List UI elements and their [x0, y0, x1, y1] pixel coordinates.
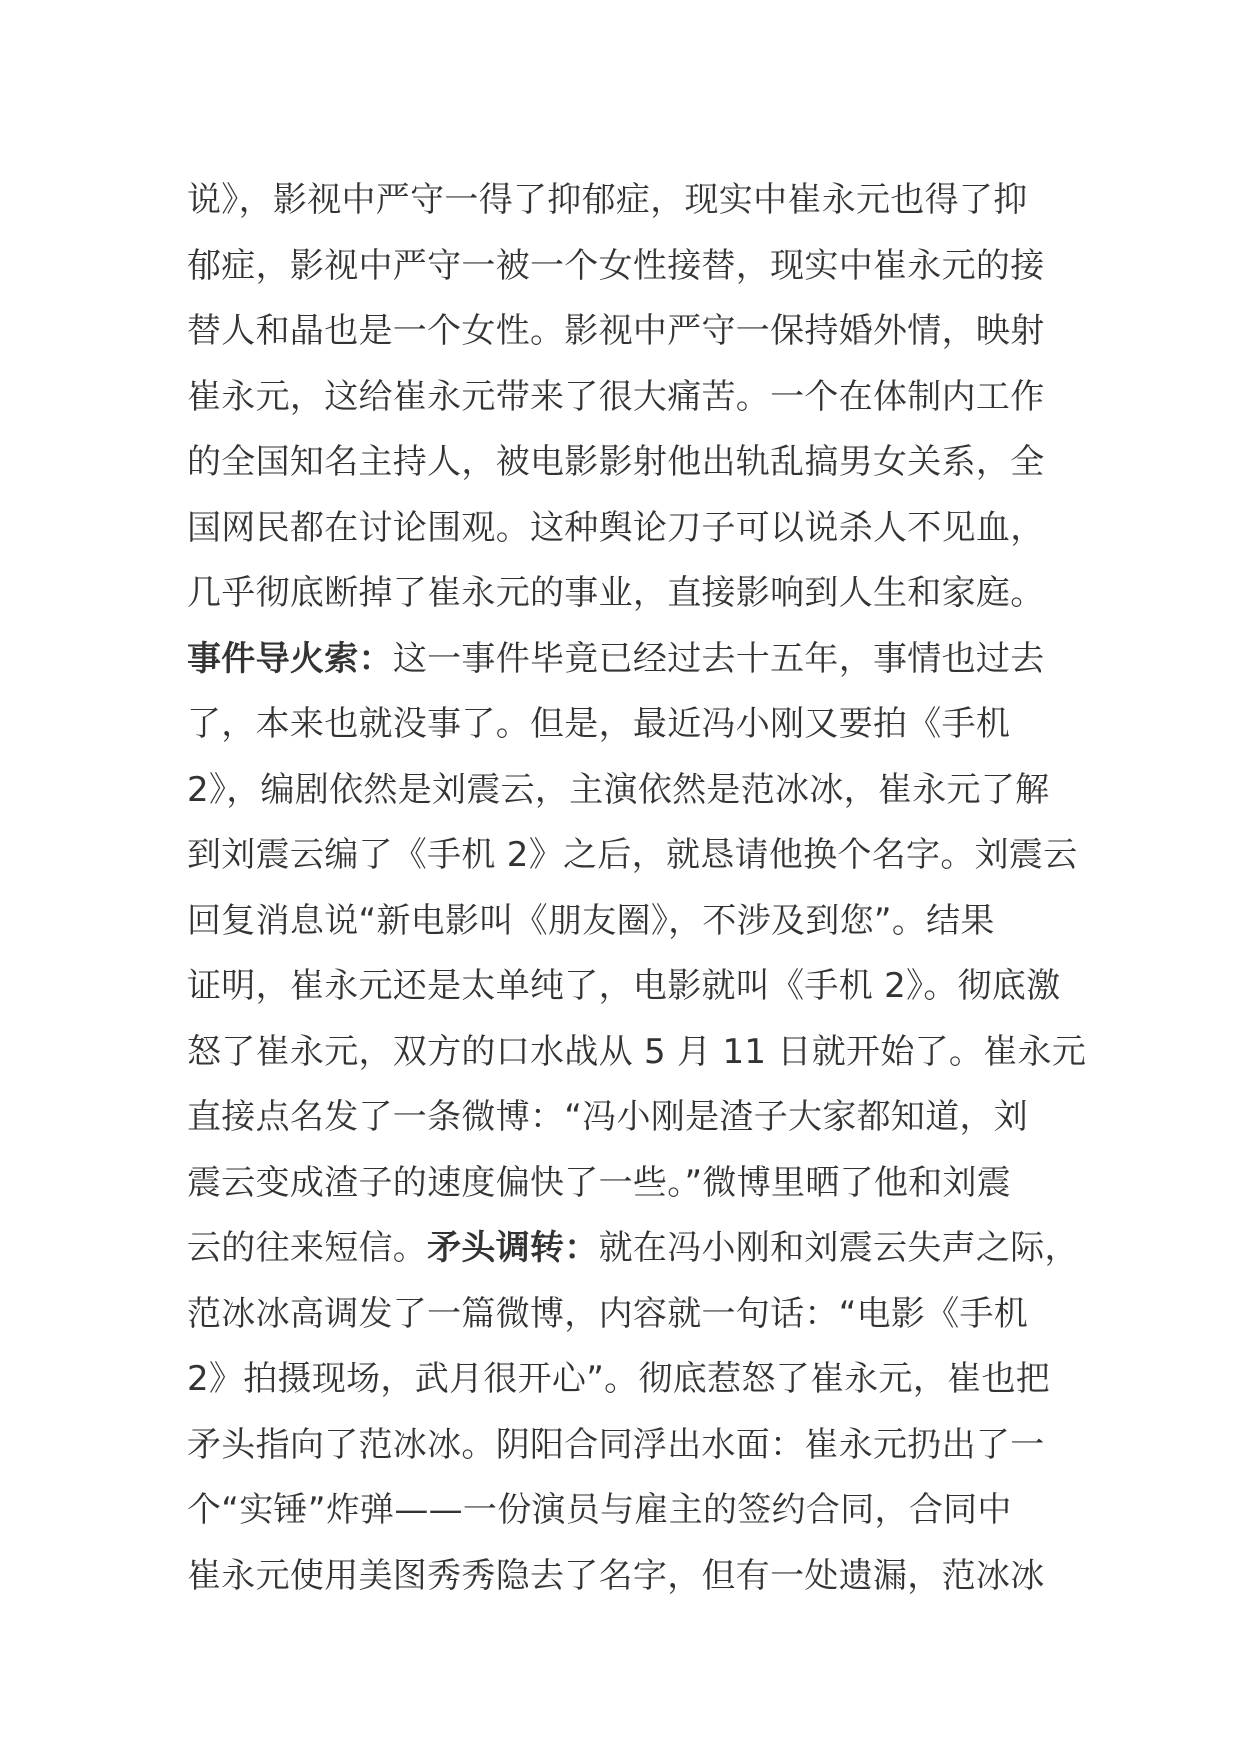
text-line [187, 234, 1087, 300]
text-segment: 到刘震云编了《手机 2》之后，就恳请他换个名字。刘震云 [187, 835, 1078, 875]
text-segment: 就在冯小刚和刘震云失声之际， [598, 1228, 1079, 1268]
text-segment: 郁症，影视中严守一被一个女性接替，现实中崔永元的接 [187, 245, 1045, 286]
text-line [187, 1085, 1087, 1151]
text-line [187, 430, 1087, 496]
text-line [187, 168, 1087, 234]
text-line [187, 1020, 1087, 1086]
text-segment: 说》，影视中严守一得了抑郁症，现实中崔永元也得了抑 [187, 180, 1028, 220]
text-segment: 了，本来也就没事了。但是，最近冯小刚又要拍《手机 [187, 704, 1011, 744]
text-segment: 怒了崔永元，双方的口水战从 5 月 11 日就开始了。崔永元 [187, 1031, 1087, 1072]
text-line [187, 496, 1087, 562]
text-line [187, 1282, 1087, 1348]
text-segment: 2》，编剧依然是刘震云，主演依然是范冰冰，崔永元了解 [187, 769, 1050, 810]
text-line [187, 758, 1087, 824]
text-segment: 范冰冰高调发了一篇微博，内容就一句话：“电影《手机 [187, 1293, 1029, 1334]
text-line [187, 1151, 1087, 1217]
text-line [187, 365, 1087, 431]
text-segment: 替人和晶也是一个女性。影视中严守一保持婚外情，映射 [187, 311, 1045, 351]
text-segment: 崔永元，这给崔永元带来了很大痛苦。一个在体制内工作 [187, 376, 1045, 417]
text-segment: 云的往来短信。 [187, 1228, 428, 1268]
text-line [187, 823, 1087, 889]
text-line [187, 1544, 1087, 1610]
text-line [187, 954, 1087, 1020]
text-segment: 2》拍摄现场，武月很开心”。彻底惹怒了崔永元，崔也把 [187, 1359, 1051, 1399]
text-segment: 几乎彻底断掉了崔永元的事业，直接影响到人生和家庭。 [187, 573, 1045, 613]
section-heading: 事件导火索： [187, 638, 393, 679]
text-segment: 证明，崔永元还是太单纯了，电影就叫《手机 2》。彻底激 [187, 966, 1061, 1006]
text-segment: 个“实锤”炸弹——一份演员与雇主的签约合同，合同中 [187, 1490, 1012, 1530]
text-line [187, 299, 1087, 365]
text-segment: 国网民都在讨论围观。这种舆论刀子可以说杀人不见血， [187, 507, 1045, 548]
text-segment: 崔永元使用美图秀秀隐去了名字，但有一处遗漏，范冰冰 [187, 1555, 1045, 1596]
text-segment: 矛头指向了范冰冰。阴阳合同浮出水面：崔永元扔出了一 [187, 1424, 1045, 1465]
section-heading: 矛头调转： [427, 1228, 599, 1268]
text-line [187, 1347, 1087, 1413]
text-line [187, 561, 1087, 627]
text-segment: 的全国知名主持人，被电影影射他出轨乱搞男女关系，全 [187, 442, 1045, 482]
text-line [187, 1413, 1087, 1479]
text-segment: 这一事件毕竟已经过去十五年，事情也过去 [392, 638, 1045, 679]
body-text [187, 168, 1087, 1609]
text-line [187, 1216, 1087, 1282]
text-line [187, 889, 1087, 955]
text-segment: 直接点名发了一条微博：“冯小刚是渣子大家都知道，刘 [187, 1097, 1029, 1137]
text-segment: 震云变成渣子的速度偏快了一些。”微博里晒了他和刘震 [187, 1162, 1012, 1203]
text-segment: 回复消息说“新电影叫《朋友圈》，不涉及到您”。结果 [187, 900, 995, 941]
text-line [187, 627, 1087, 693]
text-line [187, 692, 1087, 758]
text-line [187, 1478, 1087, 1544]
